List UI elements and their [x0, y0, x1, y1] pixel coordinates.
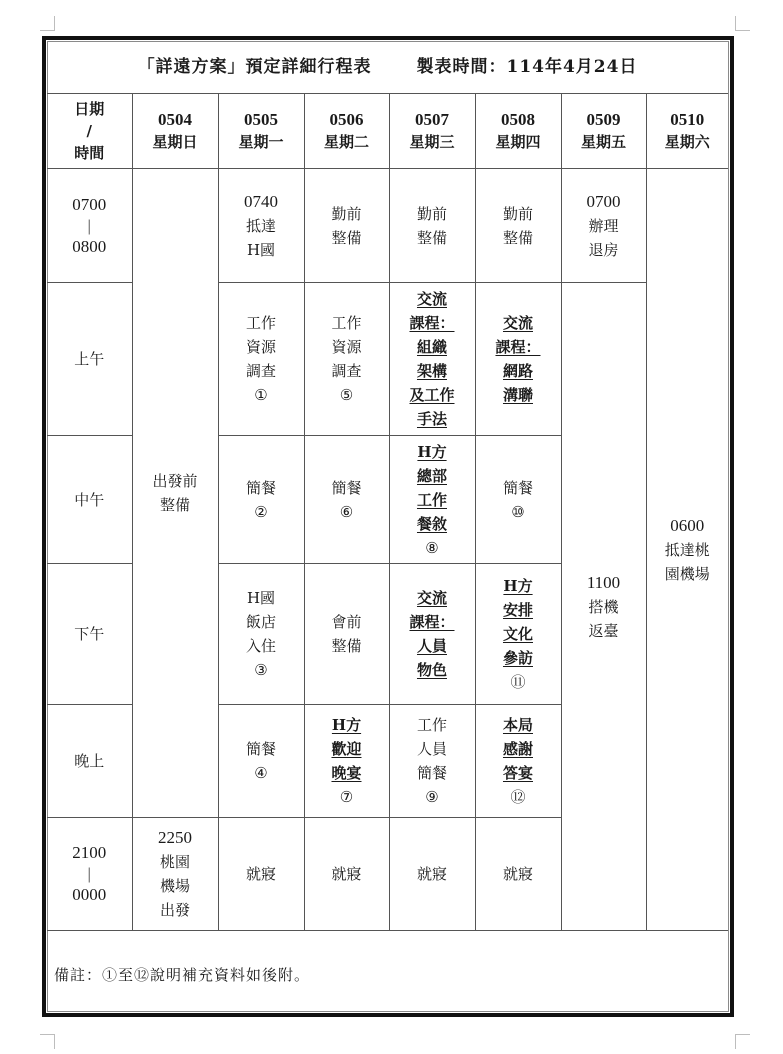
time-slot-2100-0000 — [47, 818, 132, 931]
cell-line: 出發 — [159, 901, 190, 919]
cell-line: 本局 — [502, 716, 533, 734]
cell-line: ⑦ — [339, 788, 354, 806]
header-day-0505 — [218, 94, 304, 169]
cell-line: 工作 — [416, 490, 447, 509]
header-day-0507 — [389, 94, 475, 169]
cell-0504-departure — [132, 818, 218, 931]
cell-line: ⑨ — [425, 788, 439, 806]
cell-line: 飯店 — [245, 613, 276, 631]
cell-line: 歡迎 — [331, 740, 362, 758]
cell-line: 及工作 — [409, 386, 455, 404]
cell-line: 交流 — [502, 314, 533, 332]
document-frame — [42, 36, 734, 1017]
cell-line: 會前 — [331, 613, 362, 631]
header-day-0509 — [561, 94, 646, 169]
cell-line: 桃園 — [159, 853, 190, 871]
time-slot-noon — [47, 436, 132, 564]
time-label: 下午 — [74, 625, 105, 643]
cell-line: ③ — [254, 661, 268, 679]
cell-0508-night — [475, 818, 561, 931]
footnote: 備註：①至⑫說明補充資料如後附。 — [54, 966, 311, 984]
cell-line: 物色 — [416, 661, 447, 679]
cell-line: 0700 — [586, 191, 621, 211]
day-date: 0506 — [329, 110, 364, 129]
cell-line: ⑤ — [339, 386, 354, 404]
cell-line: 勤前 — [502, 204, 533, 223]
time-label: 中午 — [74, 490, 105, 509]
cell-line: 調查 — [245, 362, 276, 380]
cell-line: 交流 — [416, 290, 447, 308]
time-label: 上午 — [74, 350, 105, 368]
cell-line: 手法 — [416, 410, 447, 428]
time-slot-0700-0800 — [47, 169, 132, 283]
cell-line: ⑪ — [510, 673, 526, 691]
cell-line: 入住 — [245, 637, 276, 655]
cell-line: 課程： — [409, 613, 455, 631]
header-day-0506 — [304, 94, 389, 169]
cell-line: 機場 — [159, 877, 190, 895]
cell-line: 就寢 — [331, 865, 362, 883]
cell-line: 總部 — [416, 466, 447, 485]
time-slot-afternoon — [47, 564, 132, 705]
cell-0510-arrival — [646, 169, 728, 931]
cell-line: 就寢 — [245, 865, 276, 883]
cell-0505-evening — [218, 705, 304, 818]
cell-line: 參訪 — [502, 649, 533, 667]
cell-line: 0600 — [670, 515, 705, 535]
day-weekday: 星期三 — [409, 133, 455, 151]
cell-line: ② — [254, 502, 268, 521]
cell-0505-afternoon — [218, 564, 304, 705]
time-slot-evening — [47, 705, 132, 818]
cell-line: ⑫ — [510, 788, 526, 806]
crop-mark-top-left — [40, 16, 55, 31]
cell-line: 網路 — [502, 362, 533, 380]
cell-line: 就寢 — [416, 865, 447, 883]
day-date: 0509 — [586, 110, 621, 129]
cell-line: 整備 — [416, 228, 447, 247]
cell-line: H方 — [417, 442, 447, 461]
cell-0507-evening — [389, 705, 475, 818]
cell-0505-morning — [218, 283, 304, 436]
cell-line: H方 — [503, 577, 533, 595]
cell-line: 人員 — [416, 740, 447, 758]
cell-line: 簡餐 — [245, 478, 276, 497]
cell-line: 溝聯 — [502, 386, 533, 404]
cell-line: 簡餐 — [416, 764, 447, 782]
time-label: 晚上 — [74, 752, 105, 770]
time-end: 0800 — [72, 236, 107, 256]
cell-line: 辦理 — [588, 216, 619, 235]
cell-line: 1100 — [586, 572, 621, 592]
made-date: 製表時間：114年4月24日 — [416, 57, 638, 77]
cell-line: 交流 — [416, 589, 447, 607]
header-day-0510 — [646, 94, 728, 169]
cell-line: 整備 — [331, 637, 362, 655]
cell-line: ⑥ — [339, 502, 354, 521]
day-date: 0507 — [415, 110, 449, 129]
crop-mark-bottom-right — [735, 1034, 750, 1049]
cell-line: 退房 — [588, 240, 619, 259]
cell-line: 資源 — [331, 338, 362, 356]
cell-line: ① — [254, 386, 268, 404]
day-weekday: 星期四 — [495, 133, 541, 151]
cell-0507-noon — [389, 436, 475, 564]
cell-line: 0740 — [244, 191, 278, 211]
cell-line: 課程： — [495, 338, 541, 356]
cell-0507-0700 — [389, 169, 475, 283]
cell-line: 2250 — [158, 828, 192, 847]
cell-line: 園機場 — [664, 564, 710, 583]
cell-0507-morning — [389, 283, 475, 436]
cell-line: 安排 — [502, 601, 533, 619]
cell-line: 返臺 — [588, 621, 619, 640]
cell-line: 簡餐 — [245, 740, 276, 758]
time-start: 0700 — [72, 194, 107, 214]
cell-line: 勤前 — [331, 204, 362, 223]
time-separator: | — [86, 865, 92, 883]
cell-0507-afternoon — [389, 564, 475, 705]
cell-line: 感謝 — [502, 740, 533, 758]
cell-0505-noon — [218, 436, 304, 564]
cell-line: 勤前 — [416, 204, 447, 223]
time-start: 2100 — [72, 843, 107, 862]
header-date-label: 日期 — [74, 100, 105, 118]
cell-line: 就寢 — [502, 865, 533, 883]
crop-mark-top-right — [735, 16, 750, 31]
day-weekday: 星期日 — [152, 133, 198, 151]
day-date: 0504 — [158, 110, 192, 129]
cell-line: 調查 — [331, 362, 362, 380]
title-row — [47, 41, 728, 94]
cell-0509-return-flight — [561, 283, 646, 931]
cell-line: 答宴 — [502, 764, 533, 782]
time-end: 0000 — [72, 885, 107, 904]
cell-line: 文化 — [502, 625, 533, 643]
cell-0506-evening — [304, 705, 389, 818]
cell-0508-afternoon — [475, 564, 561, 705]
cell-0506-noon — [304, 436, 389, 564]
cell-0506-morning — [304, 283, 389, 436]
header-corner-cell — [47, 94, 132, 169]
header-slash: / — [86, 122, 92, 140]
cell-0505-0700 — [218, 169, 304, 283]
cell-0508-evening — [475, 705, 561, 818]
cell-line: ④ — [254, 764, 268, 782]
cell-line: 搭機 — [588, 597, 619, 616]
cell-0506-0700 — [304, 169, 389, 283]
cell-line: H國 — [246, 589, 276, 607]
cell-line: 課程： — [409, 314, 455, 332]
cell-0506-night — [304, 818, 389, 931]
header-time-label: 時間 — [74, 144, 105, 162]
cell-0506-afternoon — [304, 564, 389, 705]
cell-line: 工作 — [331, 314, 362, 332]
cell-line: 架構 — [416, 362, 447, 380]
cell-line: 抵達桃 — [664, 540, 710, 559]
cell-0504-preparation — [132, 169, 218, 818]
cell-line: 簡餐 — [502, 478, 533, 497]
crop-mark-bottom-left — [40, 1034, 55, 1049]
day-weekday: 星期六 — [664, 133, 710, 151]
time-slot-morning — [47, 283, 132, 436]
cell-line: 整備 — [159, 496, 190, 514]
cell-line: 人員 — [416, 637, 447, 655]
row-0700-0800 — [47, 169, 728, 283]
cell-line: H方 — [331, 716, 362, 734]
cell-line: ⑧ — [425, 538, 439, 557]
cell-line: 簡餐 — [331, 478, 362, 497]
cell-line: ⑩ — [511, 502, 525, 521]
title-cell — [47, 41, 728, 94]
cell-line: 出發前 — [152, 472, 198, 490]
day-date: 0508 — [501, 110, 535, 129]
cell-0508-noon — [475, 436, 561, 564]
cell-line: 整備 — [331, 228, 362, 247]
cell-0509-0700 — [561, 169, 646, 283]
itinerary-table — [47, 41, 728, 931]
day-weekday: 星期五 — [580, 133, 626, 151]
cell-line: 抵達 — [245, 216, 276, 235]
cell-0507-night — [389, 818, 475, 931]
cell-line: 工作 — [416, 716, 447, 734]
document-title: 「詳遠方案」預定詳細行程表 — [137, 57, 372, 77]
cell-line: 餐敘 — [416, 514, 447, 533]
cell-line: H國 — [246, 240, 276, 259]
cell-line: 工作 — [245, 314, 276, 332]
cell-line: 晚宴 — [331, 764, 362, 782]
cell-0505-night — [218, 818, 304, 931]
cell-0508-morning — [475, 283, 561, 436]
cell-line: 組織 — [416, 338, 447, 356]
header-day-0504 — [132, 94, 218, 169]
day-weekday: 星期一 — [238, 133, 284, 151]
day-date: 0510 — [670, 110, 705, 129]
cell-0508-0700 — [475, 169, 561, 283]
header-day-0508 — [475, 94, 561, 169]
day-weekday: 星期二 — [323, 133, 369, 151]
day-date: 0505 — [244, 110, 278, 129]
cell-line: 資源 — [245, 338, 276, 356]
cell-line: 整備 — [502, 228, 533, 247]
header-row — [47, 94, 728, 169]
time-separator: | — [86, 216, 92, 235]
